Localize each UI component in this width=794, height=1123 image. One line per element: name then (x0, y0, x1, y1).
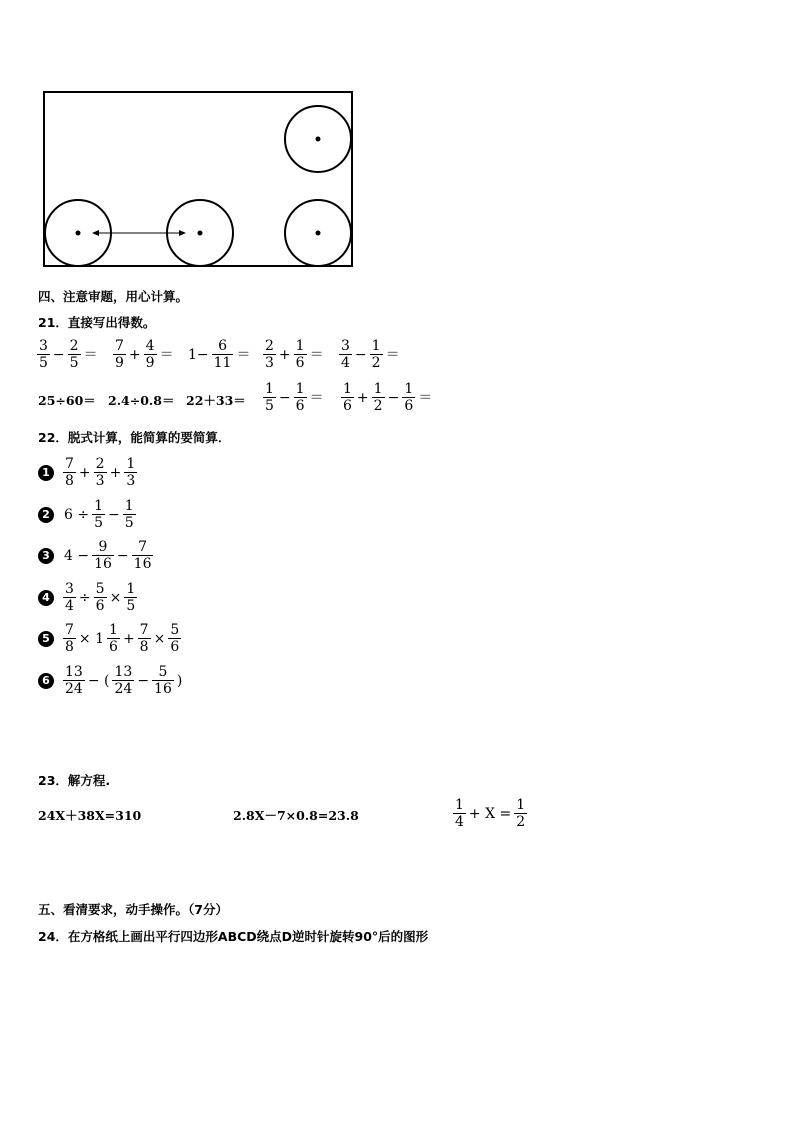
fraction (453, 797, 466, 830)
fraction-denominator: 4 (341, 355, 350, 372)
math-operator: × (153, 630, 166, 647)
fraction (63, 456, 76, 489)
math-operator: − (387, 389, 400, 406)
fraction-denominator: 9 (145, 355, 155, 372)
q22-title: 22．脱式计算，能简算的要简算． (38, 430, 231, 445)
fraction (168, 622, 181, 655)
math-operator: 1− (188, 346, 209, 363)
fraction-denominator: 5 (94, 515, 104, 532)
item-number-badge: 2 (38, 507, 54, 523)
fraction-numerator: 3 (65, 581, 74, 597)
q22-item-3 (38, 539, 154, 572)
fraction-numerator: 7 (139, 622, 149, 638)
q21-item-3 (186, 338, 252, 371)
q21-item-10 (340, 381, 434, 414)
fraction-denominator: 6 (95, 598, 105, 615)
circle-bottom-right-center (316, 231, 321, 236)
fraction-numerator: 1 (124, 498, 134, 514)
q23-equation-3 (452, 797, 528, 830)
fraction-denominator: 2 (373, 398, 383, 415)
item-number-badge: 1 (38, 465, 54, 481)
fraction-numerator: 6 (218, 338, 228, 354)
math-operator: ＝ (309, 346, 324, 363)
q22-item-1 (38, 456, 138, 489)
fraction-denominator: 3 (265, 355, 274, 372)
fraction-numerator: 1 (126, 456, 136, 472)
q21-item-5 (338, 338, 402, 371)
math-operator: − ( (87, 672, 110, 689)
fraction-denominator: 6 (404, 398, 414, 415)
math-operator: + X = (468, 805, 512, 822)
fraction-denominator: 11 (213, 355, 232, 372)
fraction-numerator: 1 (265, 381, 274, 397)
fraction-denominator: 16 (94, 556, 112, 573)
math-operator: ＝ (83, 346, 98, 363)
fraction-numerator: 2 (265, 338, 274, 354)
item-number-badge: 3 (38, 548, 54, 564)
q23-title: 23．解方程. (38, 773, 111, 788)
fraction (63, 622, 76, 655)
fraction-denominator: 2 (516, 814, 526, 831)
circle-bottom-middle-center (198, 231, 203, 236)
section-4-heading: 四、注意审题，用心计算。 (38, 289, 189, 304)
math-operator: − (278, 389, 291, 406)
fraction-numerator: 13 (114, 664, 133, 680)
q21-item-1 (36, 338, 100, 371)
math-operator: ＝ (418, 389, 433, 406)
q21-item-9 (262, 381, 326, 414)
q22-item-6 (38, 664, 184, 697)
fraction-numerator: 1 (94, 498, 104, 514)
fraction-numerator: 13 (65, 664, 83, 680)
math-operator: − (137, 672, 150, 689)
fraction (263, 338, 276, 371)
fraction (514, 797, 527, 830)
fraction-denominator: 6 (109, 639, 118, 656)
math-operator: + (278, 346, 291, 363)
fraction-numerator: 1 (295, 338, 305, 354)
fraction-denominator: 5 (69, 355, 79, 372)
fraction (124, 456, 137, 489)
math-operator: ) (176, 672, 183, 689)
math-operator: 6 ÷ (64, 506, 90, 523)
fraction (370, 338, 383, 371)
fraction-numerator: 1 (455, 797, 464, 813)
fraction-denominator: 5 (124, 515, 134, 532)
fraction-numerator: 7 (65, 456, 74, 472)
math-operator: + (122, 630, 135, 647)
fraction-numerator: 1 (404, 381, 414, 397)
math-operator: ＝ (309, 389, 324, 406)
fraction-numerator: 7 (115, 338, 124, 354)
fraction-denominator: 4 (455, 814, 464, 831)
fraction-denominator: 8 (65, 639, 74, 656)
circle-bottom-left-center (76, 231, 81, 236)
fraction-denominator: 16 (133, 556, 152, 573)
q22-item-4 (38, 581, 138, 614)
fraction-numerator: 5 (158, 664, 168, 680)
item-number-badge: 6 (38, 673, 54, 689)
math-operator: − (116, 547, 129, 564)
math-operator: ＝ (159, 346, 174, 363)
math-operator: + (356, 389, 369, 406)
q21-item-7: 2.4÷0.8＝ (108, 393, 175, 408)
fraction-denominator: 8 (139, 639, 149, 656)
fraction (94, 581, 107, 614)
q23-equation-2: 2.8X－7×0.8=23.8 (233, 808, 359, 823)
fraction-numerator: 1 (109, 622, 118, 638)
q22-item-5 (38, 622, 182, 655)
fraction (294, 381, 307, 414)
item-number-badge: 4 (38, 590, 54, 606)
fraction-numerator: 1 (295, 381, 305, 397)
fraction-numerator: 2 (95, 456, 105, 472)
fraction (339, 338, 352, 371)
circles-figure (40, 88, 358, 270)
fraction-numerator: 1 (516, 797, 526, 813)
fraction (113, 338, 126, 371)
fraction (212, 338, 234, 371)
q23-equation-1: 24X＋38X=310 (38, 808, 142, 823)
fraction-denominator: 2 (371, 355, 381, 372)
circle-top-right-center (316, 137, 321, 142)
fraction-numerator: 5 (170, 622, 180, 638)
math-operator: ÷ (78, 589, 91, 606)
section-5-heading: 五、看清要求，动手操作。（7分） (38, 902, 228, 917)
fraction-numerator: 3 (39, 338, 48, 354)
fraction-numerator: 1 (343, 381, 352, 397)
fraction (63, 581, 76, 614)
fraction (341, 381, 354, 414)
math-operator: × 1 (78, 630, 105, 647)
fraction-denominator: 16 (154, 681, 172, 698)
fraction-numerator: 1 (126, 581, 136, 597)
fraction (138, 622, 151, 655)
fraction (94, 456, 107, 489)
fraction (124, 581, 137, 614)
q22-item-2 (38, 498, 137, 531)
fraction-denominator: 24 (114, 681, 133, 698)
math-operator: 4 − (64, 547, 90, 564)
item-number-badge: 5 (38, 631, 54, 647)
fraction-numerator: 9 (98, 539, 108, 555)
q21-item-8: 22＋33＝ (186, 393, 246, 408)
fraction-denominator: 4 (65, 598, 74, 615)
fraction (372, 381, 385, 414)
math-operator: ＝ (385, 346, 400, 363)
fraction-denominator: 8 (65, 473, 74, 490)
fraction-denominator: 6 (295, 398, 305, 415)
fraction (402, 381, 415, 414)
fraction (112, 664, 134, 697)
fraction-numerator: 4 (145, 338, 155, 354)
q21-item-4 (262, 338, 326, 371)
double-arrow (92, 230, 186, 236)
fraction (92, 498, 105, 531)
q21-title: 21．直接写出得数。 (38, 315, 156, 330)
fraction-denominator: 3 (95, 473, 105, 490)
fraction-numerator: 3 (341, 338, 350, 354)
fraction (37, 338, 50, 371)
q21-item-6: 25÷60＝ (38, 393, 96, 408)
figure-frame (44, 92, 352, 266)
q24-title: 24．在方格纸上画出平行四边形ABCD绕点D逆时针旋转90°后的图形 (38, 929, 429, 944)
q21-item-2 (112, 338, 176, 371)
fraction-numerator: 7 (65, 622, 74, 638)
fraction-denominator: 6 (170, 639, 180, 656)
fraction-denominator: 6 (343, 398, 352, 415)
fraction-numerator: 7 (138, 539, 148, 555)
math-operator: − (108, 506, 120, 523)
fraction-denominator: 24 (65, 681, 83, 698)
fraction (144, 338, 157, 371)
fraction-denominator: 6 (295, 355, 305, 372)
fraction-numerator: 1 (373, 381, 383, 397)
fraction-numerator: 5 (95, 581, 105, 597)
fraction (68, 338, 81, 371)
math-operator: + (128, 346, 141, 363)
fraction (132, 539, 154, 572)
fraction (263, 381, 276, 414)
fraction-denominator: 5 (39, 355, 48, 372)
fraction-denominator: 5 (126, 598, 136, 615)
fraction (92, 539, 114, 572)
fraction-denominator: 9 (115, 355, 124, 372)
fraction-numerator: 1 (371, 338, 381, 354)
fraction (152, 664, 174, 697)
fraction (63, 664, 85, 697)
fraction-denominator: 5 (265, 398, 274, 415)
fraction-denominator: 3 (126, 473, 136, 490)
fraction (123, 498, 136, 531)
fraction (107, 622, 120, 655)
math-operator: + (109, 464, 122, 481)
math-operator: + (78, 464, 91, 481)
fraction (294, 338, 307, 371)
math-operator: − (354, 346, 367, 363)
math-operator: ＝ (236, 346, 251, 363)
math-operator: − (52, 346, 65, 363)
fraction-numerator: 2 (69, 338, 79, 354)
math-operator: × (109, 589, 122, 606)
